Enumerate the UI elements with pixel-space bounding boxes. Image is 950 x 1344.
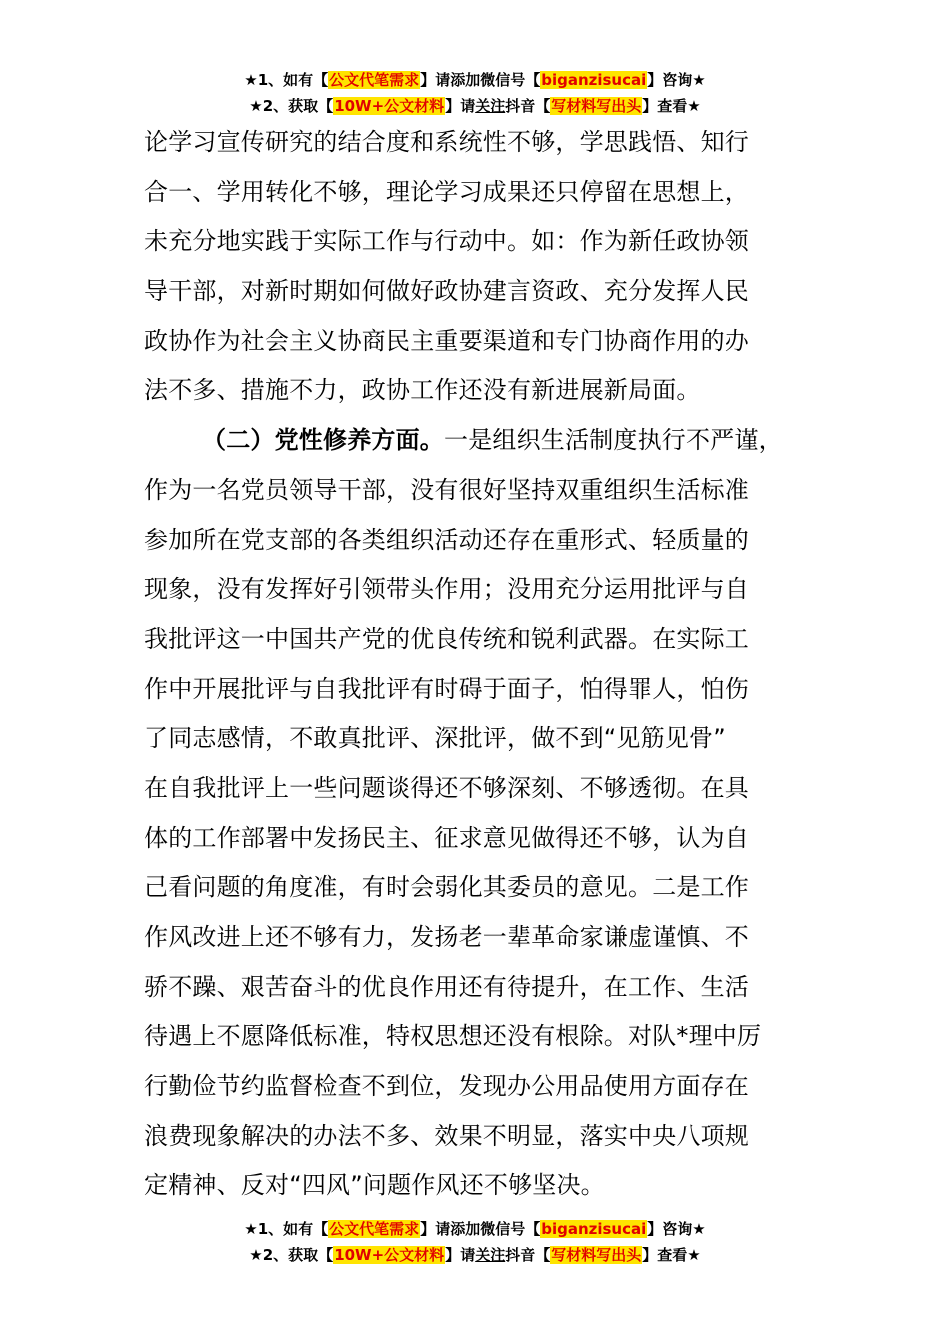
text-line: 现象，没有发挥好引领带头作用；没用充分运用批评与自 bbox=[144, 575, 749, 604]
text-span: 一是组织生活制度执行不严谨， bbox=[444, 426, 783, 455]
text-line: 骄不躁、艰苦奋斗的优良作用还有待提升，在工作、生活 bbox=[144, 972, 749, 1001]
text-line: 待遇上不愿降低标准，特权思想还没有根除。对队*理中厉 bbox=[144, 1022, 762, 1051]
banner-highlight: 公文代笔需求 bbox=[329, 1220, 420, 1238]
text-line: 论学习宣传研究的结合度和系统性不够，学思践悟、知行 bbox=[144, 128, 749, 156]
section-heading: （二）党性修养方面。 bbox=[202, 426, 444, 455]
banner-wechat-id: biganzisucai bbox=[541, 1220, 647, 1238]
banner-text: 】请 bbox=[445, 97, 476, 115]
banner-text: ★1、如有【 bbox=[244, 1220, 329, 1238]
text-line: 我批评这一中国共产党的优良传统和锐利武器。在实际工 bbox=[144, 624, 749, 653]
text-line: 定精神、反对“四风”问题作风还不够坚决。 bbox=[144, 1171, 605, 1200]
text-line: 参加所在党支部的各类组织活动还存在重形式、轻质量的 bbox=[144, 525, 749, 554]
banner-highlight: 写材料写出头 bbox=[551, 1246, 642, 1264]
banner-line-1 bbox=[0, 1216, 950, 1242]
text-line: 法不多、措施不力，政协工作还没有新进展新局面。 bbox=[144, 376, 701, 405]
footer-banner bbox=[0, 1216, 950, 1268]
text-line: 作风改进上还不够有力，发扬老一辈革命家谦虚谨慎、不 bbox=[144, 923, 749, 951]
banner-underline: 关注 bbox=[475, 1246, 506, 1264]
banner-text: 抖音【 bbox=[505, 1246, 551, 1264]
banner-text: 】咨询★ bbox=[647, 71, 706, 89]
banner-wechat-id: biganzisucai bbox=[541, 71, 647, 89]
banner-highlight: 10W+公文材料 bbox=[334, 97, 445, 115]
document-body bbox=[144, 118, 844, 1211]
banner-highlight: 10W+公文材料 bbox=[334, 1246, 445, 1264]
text-line: 合一、学用转化不够，理论学习成果还只停留在思想上， bbox=[144, 177, 749, 206]
banner-text: 】请 bbox=[445, 1246, 476, 1264]
text-line: 导干部，对新时期如何做好政协建言资政、充分发挥人民 bbox=[144, 277, 749, 306]
text-line: 在自我批评上一些问题谈得还不够深刻、不够透彻。在具 bbox=[144, 773, 749, 802]
banner-text: ★2、获取【 bbox=[249, 1246, 334, 1264]
text-line: 浪费现象解决的办法不多、效果不明显，落实中央八项规 bbox=[144, 1121, 749, 1150]
text-line: 体的工作部署中发扬民主、征求意见做得还不够，认为自 bbox=[144, 823, 749, 852]
paragraph-first-line bbox=[144, 416, 844, 466]
banner-text: 】请添加微信号【 bbox=[420, 71, 541, 89]
banner-text: ★1、如有【 bbox=[244, 71, 329, 89]
banner-line-2 bbox=[0, 1242, 950, 1268]
text-line: 作中开展批评与自我批评有时碍于面子，怕得罪人，怕伤 bbox=[144, 674, 749, 703]
banner-highlight: 公文代笔需求 bbox=[329, 71, 420, 89]
header-banner bbox=[0, 67, 950, 119]
banner-text: 】咨询★ bbox=[647, 1220, 706, 1238]
banner-highlight: 写材料写出头 bbox=[551, 97, 642, 115]
banner-underline: 关注 bbox=[475, 97, 506, 115]
text-line: 了同志感情，不敢真批评、深批评，做不到“见筋见骨” bbox=[144, 724, 726, 753]
text-line: 作为一名党员领导干部，没有很好坚持双重组织生活标准 bbox=[144, 475, 749, 504]
banner-line-2 bbox=[0, 93, 950, 119]
text-line: 政协作为社会主义协商民主重要渠道和专门协商作用的办 bbox=[144, 326, 749, 355]
banner-text: 】查看★ bbox=[642, 1246, 701, 1264]
text-line: 未充分地实践于实际工作与行动中。如：作为新任政协领 bbox=[144, 227, 749, 256]
banner-text: 】查看★ bbox=[642, 97, 701, 115]
banner-text: ★2、获取【 bbox=[249, 97, 334, 115]
text-line: 己看问题的角度准，有时会弱化其委员的意见。二是工作 bbox=[144, 873, 749, 902]
banner-text: 】请添加微信号【 bbox=[420, 1220, 541, 1238]
banner-text: 抖音【 bbox=[505, 97, 551, 115]
banner-line-1 bbox=[0, 67, 950, 93]
text-line: 行勤俭节约监督检查不到位，发现办公用品使用方面存在 bbox=[144, 1072, 749, 1101]
